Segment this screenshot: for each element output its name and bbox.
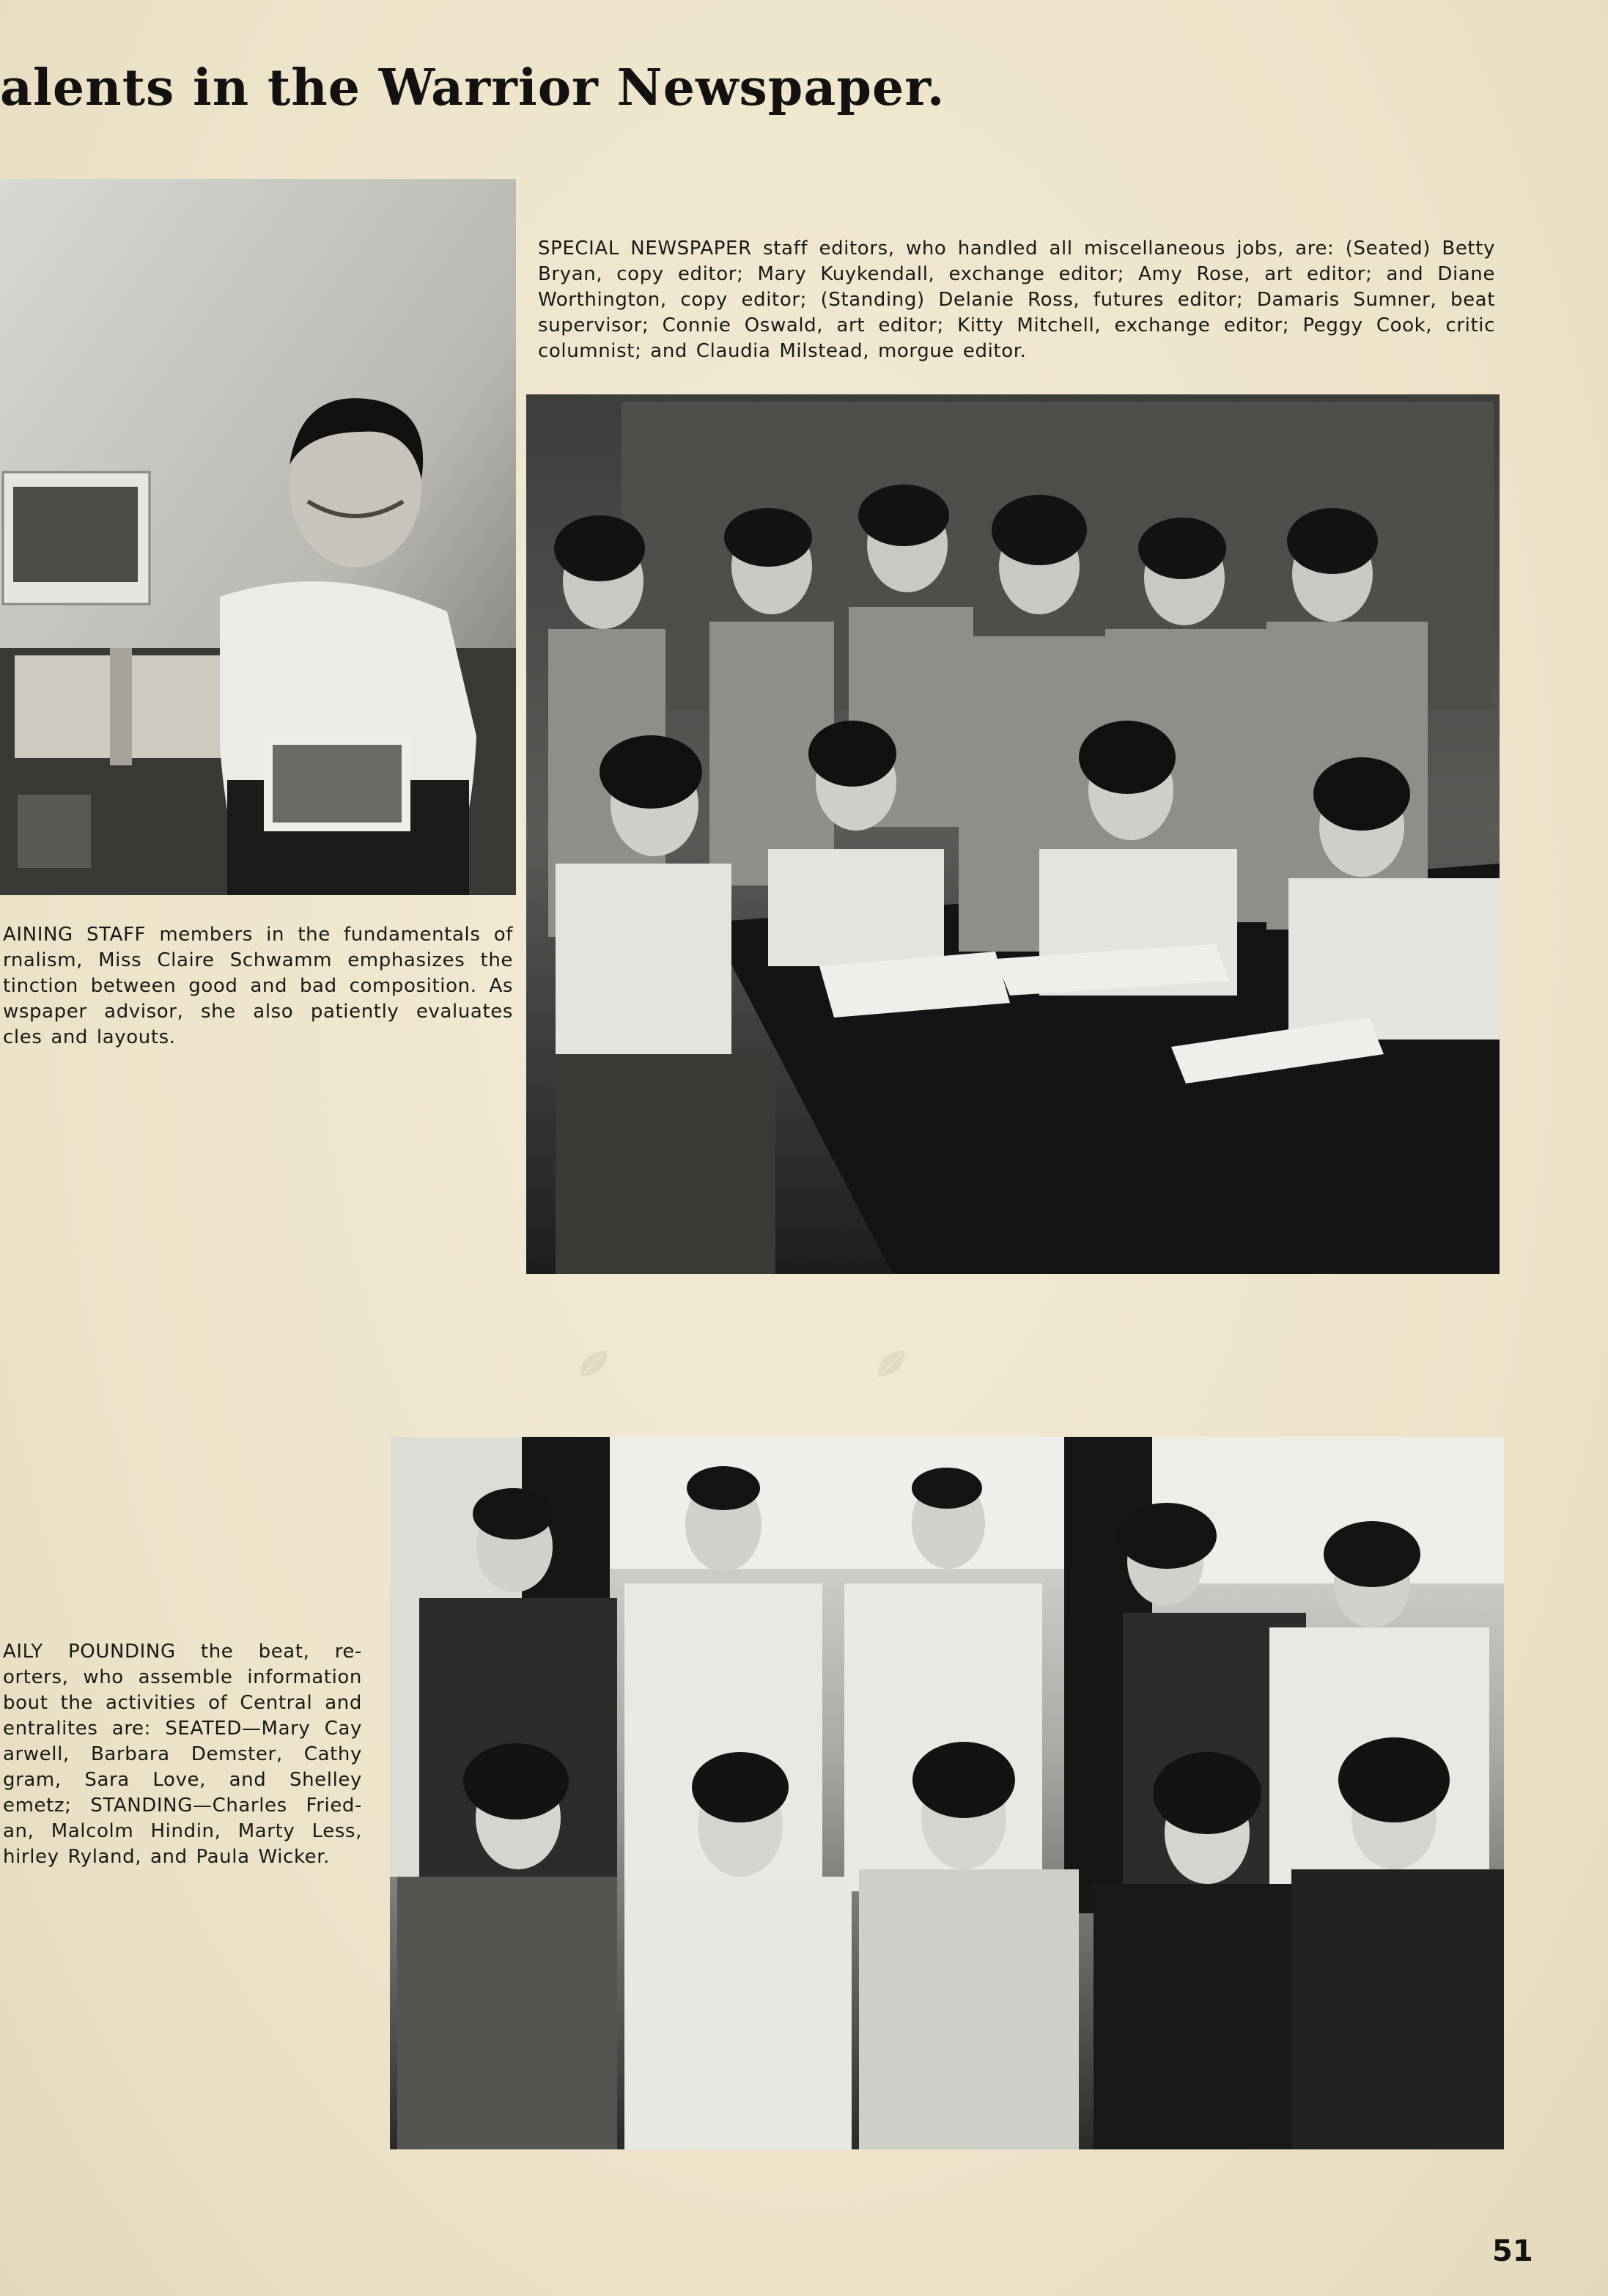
leaf-icon bbox=[872, 1344, 910, 1383]
leaf-icon bbox=[575, 1344, 613, 1383]
photo-special-editors bbox=[526, 394, 1500, 1274]
page-headline: alents in the Warrior Newspaper. bbox=[0, 59, 945, 117]
photo-reporters bbox=[390, 1437, 1504, 2149]
photo-advisor bbox=[0, 179, 516, 895]
caption-reporters: AILY POUNDING the beat, re- orters, who assemble information bout the activities of Central and entralites are: SEATED—Mary Cay arwell, Barbara Demster, Cathy gram, Sara Love, and Shelley emetz; STANDING—Charles Fried- an, Malcolm Hindin, Marty Less, hirley Ryland, and Paula Wicker. bbox=[3, 1641, 362, 1868]
page-number: 51 bbox=[1492, 2234, 1533, 2268]
caption-training-staff: AINING STAFF members in the fundamentals of rnalism, Miss Claire Schwamm emphasizes the tinction between good and bad composition. As wspaper advisor, she also patiently evaluates cles and layouts. bbox=[3, 924, 513, 1048]
caption-special-editors: SPECIAL NEWSPAPER staff editors, who handled all miscellaneous jobs, are: (Seated) Betty Bryan, copy editor; Mary Kuykendall, exchange editor; Amy Rose, art editor; and Diane Worthington, copy editor; (Standing) Delanie Ross, futures editor; Damaris Sumner, beat supervisor; Connie Oswald, art editor; Kitty Mitchell, exchange editor; Peggy Cook, critic columnist; and Claudia Milstead, morgue editor. bbox=[538, 238, 1495, 362]
